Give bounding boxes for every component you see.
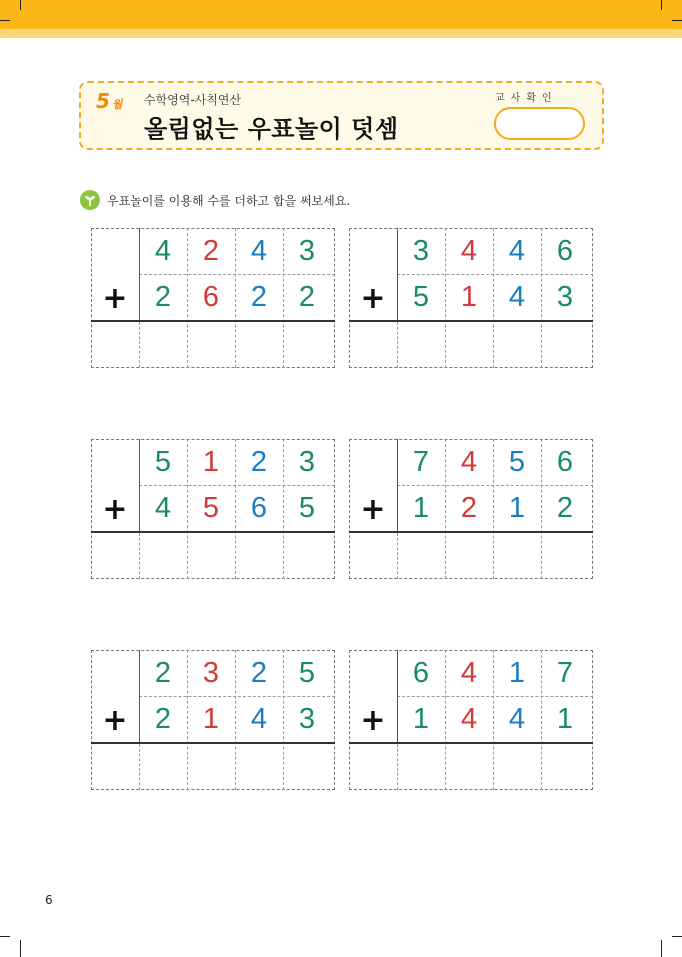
- second-addend-digit: 4: [154, 492, 172, 524]
- second-addend-digit: 2: [460, 492, 478, 524]
- second-addend-digit: 1: [412, 703, 430, 735]
- answer-cell[interactable]: [284, 533, 331, 578]
- answer-cell[interactable]: [140, 322, 187, 367]
- answer-cell[interactable]: [188, 322, 235, 367]
- second-addend-digit: 2: [298, 281, 316, 313]
- answer-cell[interactable]: [140, 744, 187, 789]
- second-addend-digit: 4: [508, 281, 526, 313]
- plus-sign: +: [102, 492, 128, 527]
- second-addend-digit: 3: [298, 703, 316, 735]
- answer-cell[interactable]: [188, 744, 235, 789]
- first-addend-digit: 4: [154, 235, 172, 267]
- answer-cell[interactable]: [398, 322, 445, 367]
- answer-cell[interactable]: [398, 744, 445, 789]
- month-unit: 월: [111, 98, 123, 111]
- first-addend-digit: 1: [508, 657, 526, 689]
- addition-problem: [91, 439, 335, 579]
- answer-cell[interactable]: [236, 533, 283, 578]
- second-addend-digit: 1: [460, 281, 478, 313]
- crop-mark: [20, 940, 21, 957]
- answer-cell[interactable]: [494, 533, 541, 578]
- answer-cell[interactable]: [542, 322, 589, 367]
- first-addend-digit: 6: [556, 235, 574, 267]
- second-addend-digit: 6: [250, 492, 268, 524]
- top-color-band: [0, 0, 682, 38]
- crop-mark: [672, 20, 682, 21]
- first-addend-digit: 3: [298, 446, 316, 478]
- subject-label: 수학영역-사칙연산: [144, 93, 242, 107]
- second-addend-digit: 4: [250, 703, 268, 735]
- first-addend-digit: 1: [202, 446, 220, 478]
- addition-problem: [349, 650, 593, 790]
- instruction-text: 우표놀이를 이용해 수를 더하고 합을 써보세요.: [107, 194, 351, 208]
- answer-cell[interactable]: [542, 533, 589, 578]
- first-addend-digit: 4: [460, 657, 478, 689]
- answer-cell[interactable]: [446, 744, 493, 789]
- addition-problem: [91, 650, 335, 790]
- plus-sign: +: [360, 703, 386, 738]
- second-addend-digit: 1: [202, 703, 220, 735]
- crop-mark: [661, 0, 662, 10]
- first-addend-digit: 6: [556, 446, 574, 478]
- first-addend-digit: 5: [298, 657, 316, 689]
- plus-sign: +: [102, 281, 128, 316]
- page-title: 올림없는 우표놀이 덧셈: [144, 115, 399, 143]
- first-addend-digit: 7: [556, 657, 574, 689]
- second-addend-digit: 2: [556, 492, 574, 524]
- month-number: 5: [96, 89, 110, 113]
- first-addend-digit: 2: [250, 446, 268, 478]
- second-addend-digit: 1: [556, 703, 574, 735]
- second-addend-digit: 1: [508, 492, 526, 524]
- first-addend-digit: 4: [460, 235, 478, 267]
- teacher-check-label: 교사확인: [495, 93, 558, 104]
- answer-cell[interactable]: [446, 533, 493, 578]
- teacher-check-box[interactable]: [494, 107, 585, 140]
- first-addend-digit: 6: [412, 657, 430, 689]
- sprout-icon: [80, 190, 100, 210]
- page-number: 6: [45, 893, 53, 907]
- first-addend-digit: 2: [202, 235, 220, 267]
- crop-mark: [0, 936, 10, 937]
- answer-cell[interactable]: [188, 533, 235, 578]
- month-badge: [96, 89, 123, 113]
- crop-mark: [0, 20, 10, 21]
- addition-problem: [349, 439, 593, 579]
- worksheet-header: [79, 81, 604, 150]
- first-addend-digit: 5: [508, 446, 526, 478]
- first-addend-digit: 3: [202, 657, 220, 689]
- first-addend-digit: 3: [298, 235, 316, 267]
- crop-mark: [661, 940, 662, 957]
- answer-cell[interactable]: [398, 533, 445, 578]
- answer-cell[interactable]: [236, 744, 283, 789]
- second-addend-digit: 4: [460, 703, 478, 735]
- first-addend-digit: 4: [250, 235, 268, 267]
- plus-sign: +: [360, 281, 386, 316]
- second-addend-digit: 6: [202, 281, 220, 313]
- first-addend-digit: 3: [412, 235, 430, 267]
- answer-cell[interactable]: [284, 744, 331, 789]
- answer-cell[interactable]: [494, 322, 541, 367]
- answer-cell[interactable]: [542, 744, 589, 789]
- answer-cell[interactable]: [494, 744, 541, 789]
- crop-mark: [672, 936, 682, 937]
- second-addend-digit: 5: [298, 492, 316, 524]
- answer-cell[interactable]: [140, 533, 187, 578]
- second-addend-digit: 2: [154, 703, 172, 735]
- first-addend-digit: 2: [154, 657, 172, 689]
- crop-mark: [20, 0, 21, 10]
- first-addend-digit: 7: [412, 446, 430, 478]
- second-addend-digit: 2: [154, 281, 172, 313]
- second-addend-digit: 5: [202, 492, 220, 524]
- plus-sign: +: [102, 703, 128, 738]
- first-addend-digit: 5: [154, 446, 172, 478]
- first-addend-digit: 4: [460, 446, 478, 478]
- answer-cell[interactable]: [236, 322, 283, 367]
- addition-problem: [91, 228, 335, 368]
- answer-cell[interactable]: [284, 322, 331, 367]
- addition-problem: [349, 228, 593, 368]
- answer-cell[interactable]: [446, 322, 493, 367]
- second-addend-digit: 2: [250, 281, 268, 313]
- plus-sign: +: [360, 492, 386, 527]
- first-addend-digit: 2: [250, 657, 268, 689]
- second-addend-digit: 3: [556, 281, 574, 313]
- second-addend-digit: 5: [412, 281, 430, 313]
- first-addend-digit: 4: [508, 235, 526, 267]
- second-addend-digit: 1: [412, 492, 430, 524]
- second-addend-digit: 4: [508, 703, 526, 735]
